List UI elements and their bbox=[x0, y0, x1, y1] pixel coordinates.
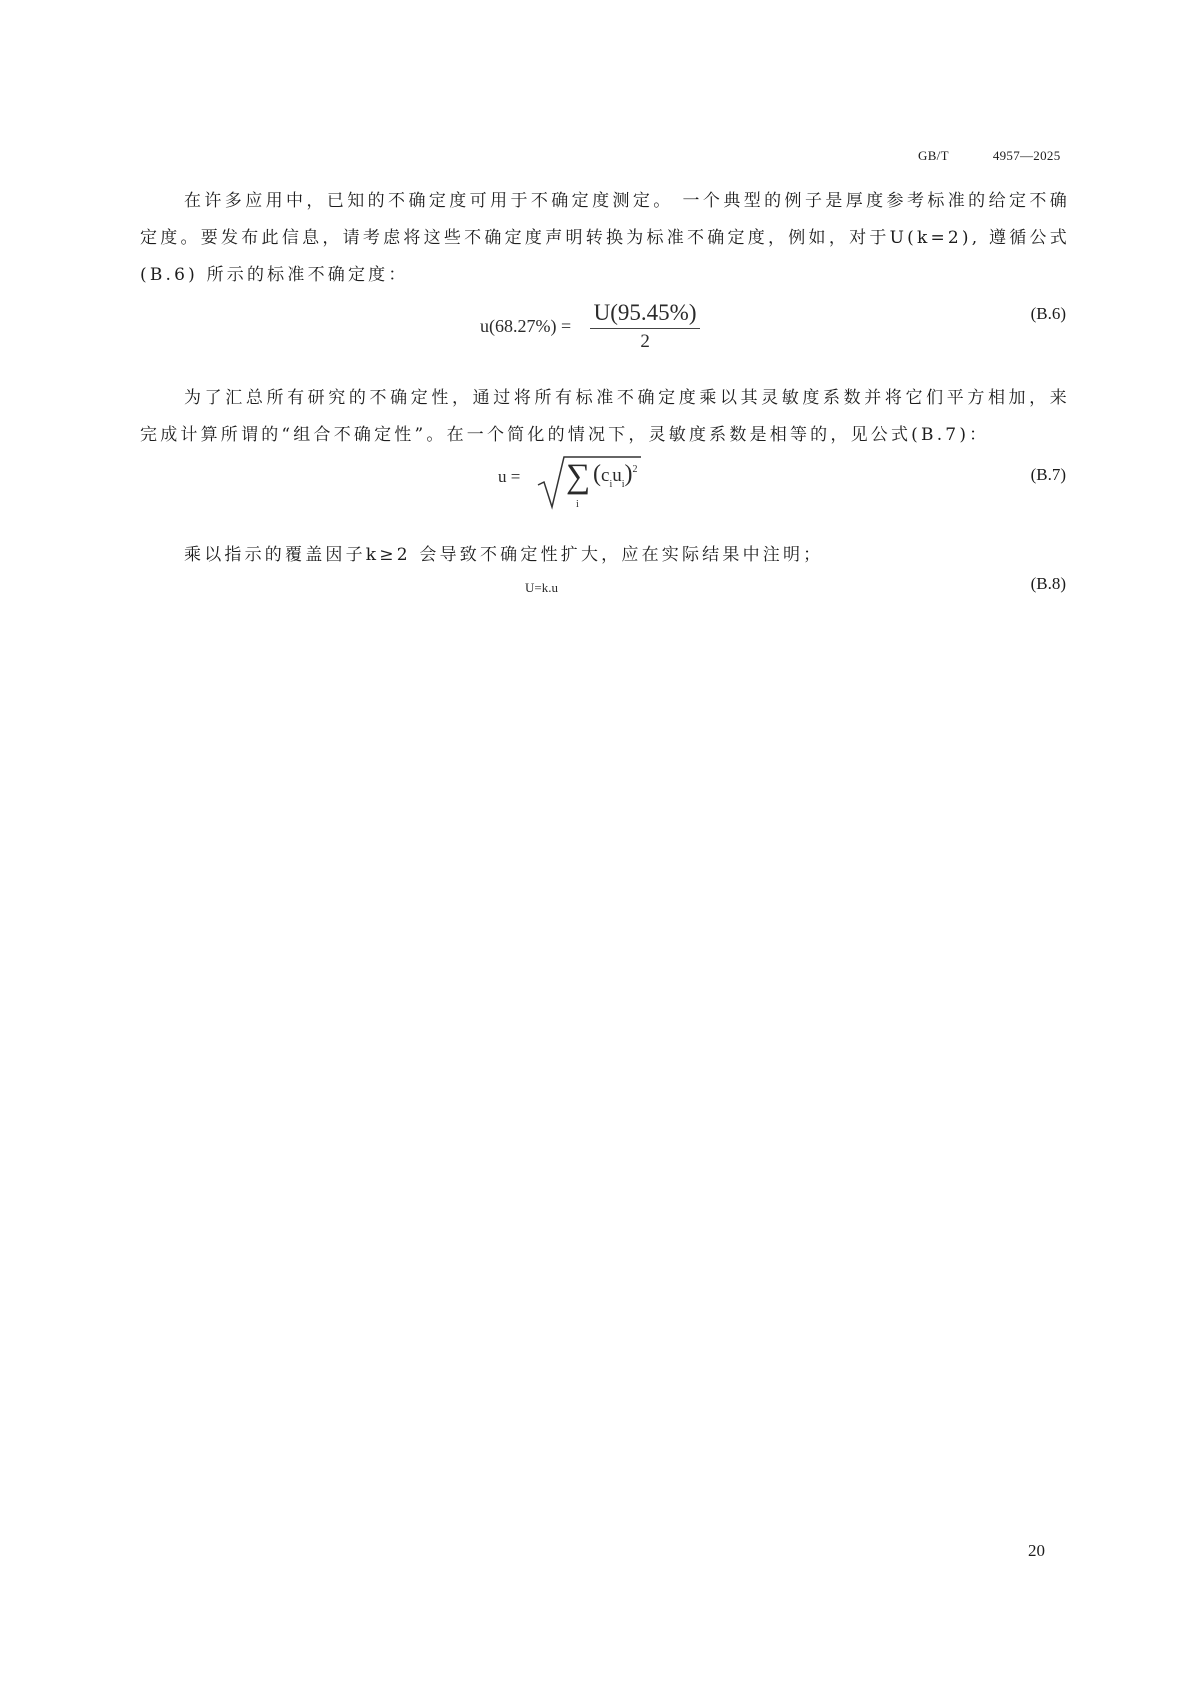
equation-b6 bbox=[0, 290, 1190, 350]
equation-b7-exponent: 2 bbox=[632, 464, 638, 475]
equation-b7-c-sub: i bbox=[609, 478, 613, 490]
equation-b7-open-paren: ( bbox=[593, 461, 601, 487]
standard-code bbox=[918, 148, 1061, 164]
equation-b7-product bbox=[593, 461, 638, 490]
equation-b6-lhs: u(68.27%) = bbox=[480, 316, 572, 336]
equation-b6-numerator: U(95.45%) bbox=[590, 300, 701, 329]
equation-b7-u-sub: i bbox=[621, 478, 625, 490]
equation-b6-fraction bbox=[590, 300, 701, 353]
equation-b7 bbox=[0, 455, 1190, 515]
equation-b8 bbox=[0, 572, 1190, 602]
paragraph-uncertainty-conversion: 在许多应用中，已知的不确定度可用于不确定度测定。 一个典型的例子是厚度参考标准的给定不确定度。要发布此信息，请考虑将这些不确定度声明转换为标准不确定度，例如，对于U(k=2), 遵循公式 (B.6) 所示的标准不确定度： bbox=[140, 191, 1070, 285]
equation-b7-label: (B.7) bbox=[1030, 465, 1066, 484]
equation-b7-c: c bbox=[601, 465, 610, 486]
equation-b7-sum-index: i bbox=[576, 499, 579, 510]
equation-b7-u: u bbox=[612, 465, 622, 486]
equation-b7-close-paren: ) bbox=[624, 461, 633, 487]
standard-prefix: GB/T bbox=[918, 148, 949, 163]
paragraph-coverage-factor: 乘以指示的覆盖因子k≥2 会导致不确定性扩大，应在实际结果中注明； bbox=[184, 545, 824, 565]
equation-b6-formula bbox=[480, 300, 700, 353]
equation-b7-sum-symbol: ∑ bbox=[566, 458, 591, 495]
equation-b6-denominator: 2 bbox=[640, 331, 650, 352]
equation-b8-label: (B.8) bbox=[1030, 574, 1066, 593]
equation-b8-formula: U=k.u bbox=[525, 580, 558, 595]
page-number: 20 bbox=[1028, 1541, 1045, 1560]
equation-b7-lhs: u = bbox=[498, 467, 521, 486]
paragraph-combined-uncertainty: 为了汇总所有研究的不确定性，通过将所有标准不确定度乘以其灵敏度系数并将它们平方相加，来完成计算所谓的“组合不确定性”。在一个简化的情况下，灵敏度系数是相等的，见公式(B.7)： bbox=[140, 388, 1070, 445]
equation-b6-label: (B.6) bbox=[1030, 304, 1066, 323]
standard-number: 4957—2025 bbox=[992, 148, 1061, 163]
